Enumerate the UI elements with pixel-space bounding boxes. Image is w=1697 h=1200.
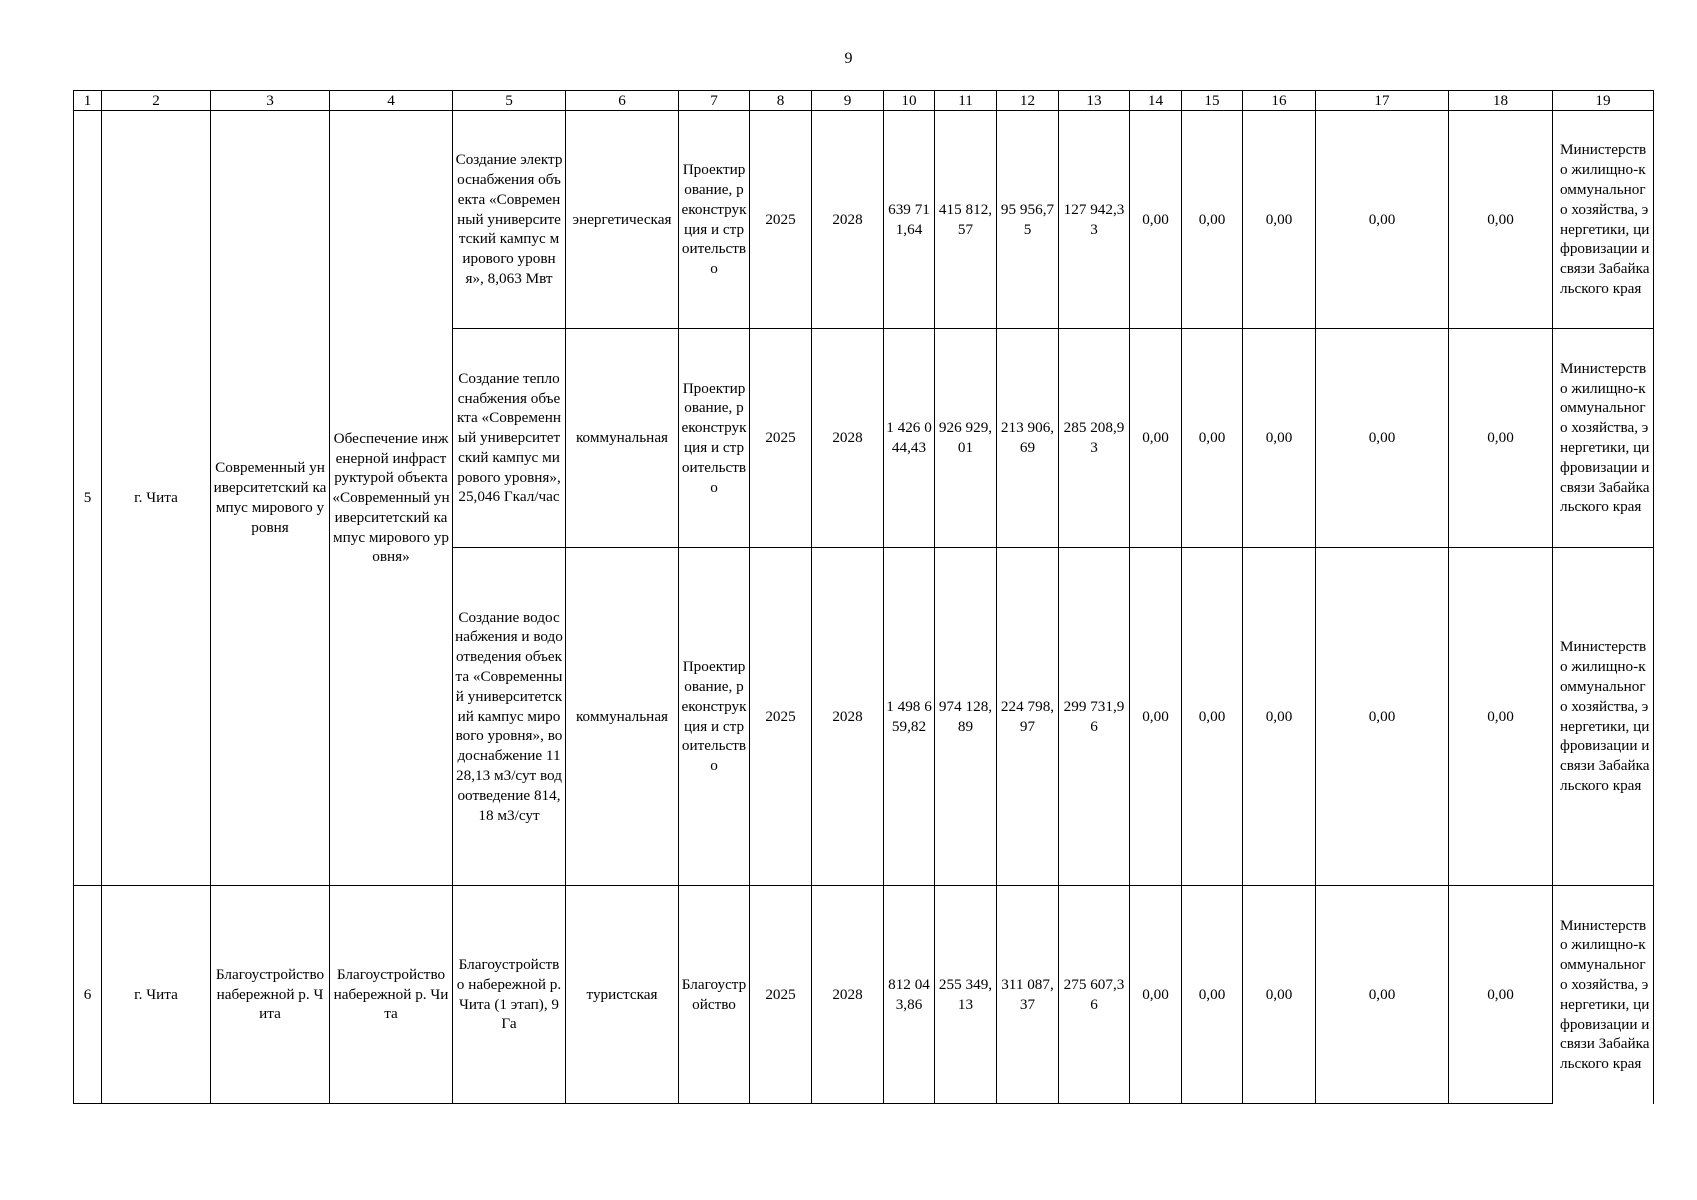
amount-cell: 0,00	[1182, 329, 1243, 548]
work-type-cell: Проектирование, реконструкция и строительство	[679, 111, 750, 329]
project-name-cell: Благоустройство набережной р. Чита	[211, 886, 330, 1104]
amount-cell: 0,00	[1243, 886, 1316, 1104]
end-year-cell: 2028	[812, 548, 884, 886]
header-row	[74, 91, 1654, 111]
row-number: 6	[74, 886, 102, 1104]
end-year-cell: 2028	[812, 329, 884, 548]
start-year-cell: 2025	[750, 111, 812, 329]
amount-cell: 0,00	[1130, 886, 1182, 1104]
header-cell: 14	[1130, 91, 1182, 111]
infrastructure-type-cell: туристская	[566, 886, 679, 1104]
amount-cell: 974 128,89	[935, 548, 997, 886]
header-cell: 12	[997, 91, 1059, 111]
amount-cell: 1 426 044,43	[884, 329, 935, 548]
amount-cell: 812 043,86	[884, 886, 935, 1104]
end-year-cell: 2028	[812, 886, 884, 1104]
header-cell: 3	[211, 91, 330, 111]
data-table	[73, 90, 1654, 1104]
header-cell: 18	[1449, 91, 1553, 111]
amount-cell: 213 906,69	[997, 329, 1059, 548]
amount-cell: 0,00	[1243, 548, 1316, 886]
amount-cell: 127 942,33	[1059, 111, 1130, 329]
end-year-cell: 2028	[812, 111, 884, 329]
amount-cell: 0,00	[1316, 548, 1449, 886]
header-cell: 10	[884, 91, 935, 111]
project-name-cell: Современный университетский кампус мирового уровня	[211, 111, 330, 886]
table-row	[74, 111, 1654, 329]
header-cell: 11	[935, 91, 997, 111]
amount-cell: 299 731,96	[1059, 548, 1130, 886]
amount-cell: 1 498 659,82	[884, 548, 935, 886]
amount-cell: 0,00	[1449, 111, 1553, 329]
responsible-cell: Министерство жилищно-коммунального хозяйства, энергетики, цифровизации и связи Забайкальского края	[1553, 329, 1654, 548]
amount-cell: 0,00	[1316, 329, 1449, 548]
amount-cell: 95 956,75	[997, 111, 1059, 329]
amount-cell: 0,00	[1182, 111, 1243, 329]
header-cell: 8	[750, 91, 812, 111]
city-cell: г. Чита	[102, 111, 211, 886]
start-year-cell: 2025	[750, 548, 812, 886]
page-number: 9	[844, 50, 853, 67]
responsible-cell: Министерство жилищно-коммунального хозяйства, энергетики, цифровизации и связи Забайкальского края	[1553, 548, 1654, 886]
amount-cell: 285 208,93	[1059, 329, 1130, 548]
start-year-cell: 2025	[750, 329, 812, 548]
header-cell: 2	[102, 91, 211, 111]
object-cell: Создание теплоснабжения объекта «Современный университетский кампус мирового уровня», 25,046 Гкал/час	[453, 329, 566, 548]
header-cell: 13	[1059, 91, 1130, 111]
responsible-cell: Министерство жилищно-коммунального хозяйства, энергетики, цифровизации и связи Забайкальского края	[1553, 111, 1654, 329]
header-cell: 16	[1243, 91, 1316, 111]
measure-cell: Обеспечение инженерной инфраструктурой объекта «Современный университетский кампус мирового уровня»	[330, 111, 453, 886]
header-cell: 1	[74, 91, 102, 111]
infrastructure-type-cell: коммунальная	[566, 548, 679, 886]
table-row	[74, 886, 1654, 1104]
amount-cell: 0,00	[1449, 886, 1553, 1104]
header-cell: 17	[1316, 91, 1449, 111]
header-cell: 19	[1553, 91, 1654, 111]
city-cell: г. Чита	[102, 886, 211, 1104]
header-cell: 9	[812, 91, 884, 111]
header-cell: 5	[453, 91, 566, 111]
amount-cell: 255 349,13	[935, 886, 997, 1104]
amount-cell: 224 798,97	[997, 548, 1059, 886]
amount-cell: 0,00	[1130, 111, 1182, 329]
header-cell: 15	[1182, 91, 1243, 111]
amount-cell: 0,00	[1243, 111, 1316, 329]
responsible-cell: Министерство жилищно-коммунального хозяйства, энергетики, цифровизации и связи Забайкальского края	[1553, 886, 1654, 1104]
header-cell: 7	[679, 91, 750, 111]
amount-cell: 0,00	[1316, 111, 1449, 329]
amount-cell: 0,00	[1182, 548, 1243, 886]
object-cell: Создание водоснабжения и водоотведения объекта «Современный университетский кампус мирового уровня», водоснабжение 1128,13 м3/сут водоотведение 814,18 м3/сут	[453, 548, 566, 886]
amount-cell: 0,00	[1182, 886, 1243, 1104]
work-type-cell: Проектирование, реконструкция и строительство	[679, 329, 750, 548]
measure-cell: Благоустройство набережной р. Чита	[330, 886, 453, 1104]
amount-cell: 415 812,57	[935, 111, 997, 329]
amount-cell: 0,00	[1243, 329, 1316, 548]
row-number: 5	[74, 111, 102, 886]
header-cell: 4	[330, 91, 453, 111]
amount-cell: 0,00	[1130, 548, 1182, 886]
amount-cell: 0,00	[1316, 886, 1449, 1104]
amount-cell: 926 929,01	[935, 329, 997, 548]
amount-cell: 275 607,36	[1059, 886, 1130, 1104]
object-cell: Благоустройство набережной р. Чита (1 этап), 9 Га	[453, 886, 566, 1104]
header-cell: 6	[566, 91, 679, 111]
infrastructure-type-cell: коммунальная	[566, 329, 679, 548]
amount-cell: 0,00	[1449, 548, 1553, 886]
infrastructure-type-cell: энергетическая	[566, 111, 679, 329]
object-cell: Создание электроснабжения объекта «Современный университетский кампус мирового уровня», 8,063 Мвт	[453, 111, 566, 329]
amount-cell: 0,00	[1449, 329, 1553, 548]
start-year-cell: 2025	[750, 886, 812, 1104]
work-type-cell: Проектирование, реконструкция и строительство	[679, 548, 750, 886]
work-type-cell: Благоустройство	[679, 886, 750, 1104]
amount-cell: 311 087,37	[997, 886, 1059, 1104]
amount-cell: 0,00	[1130, 329, 1182, 548]
amount-cell: 639 711,64	[884, 111, 935, 329]
